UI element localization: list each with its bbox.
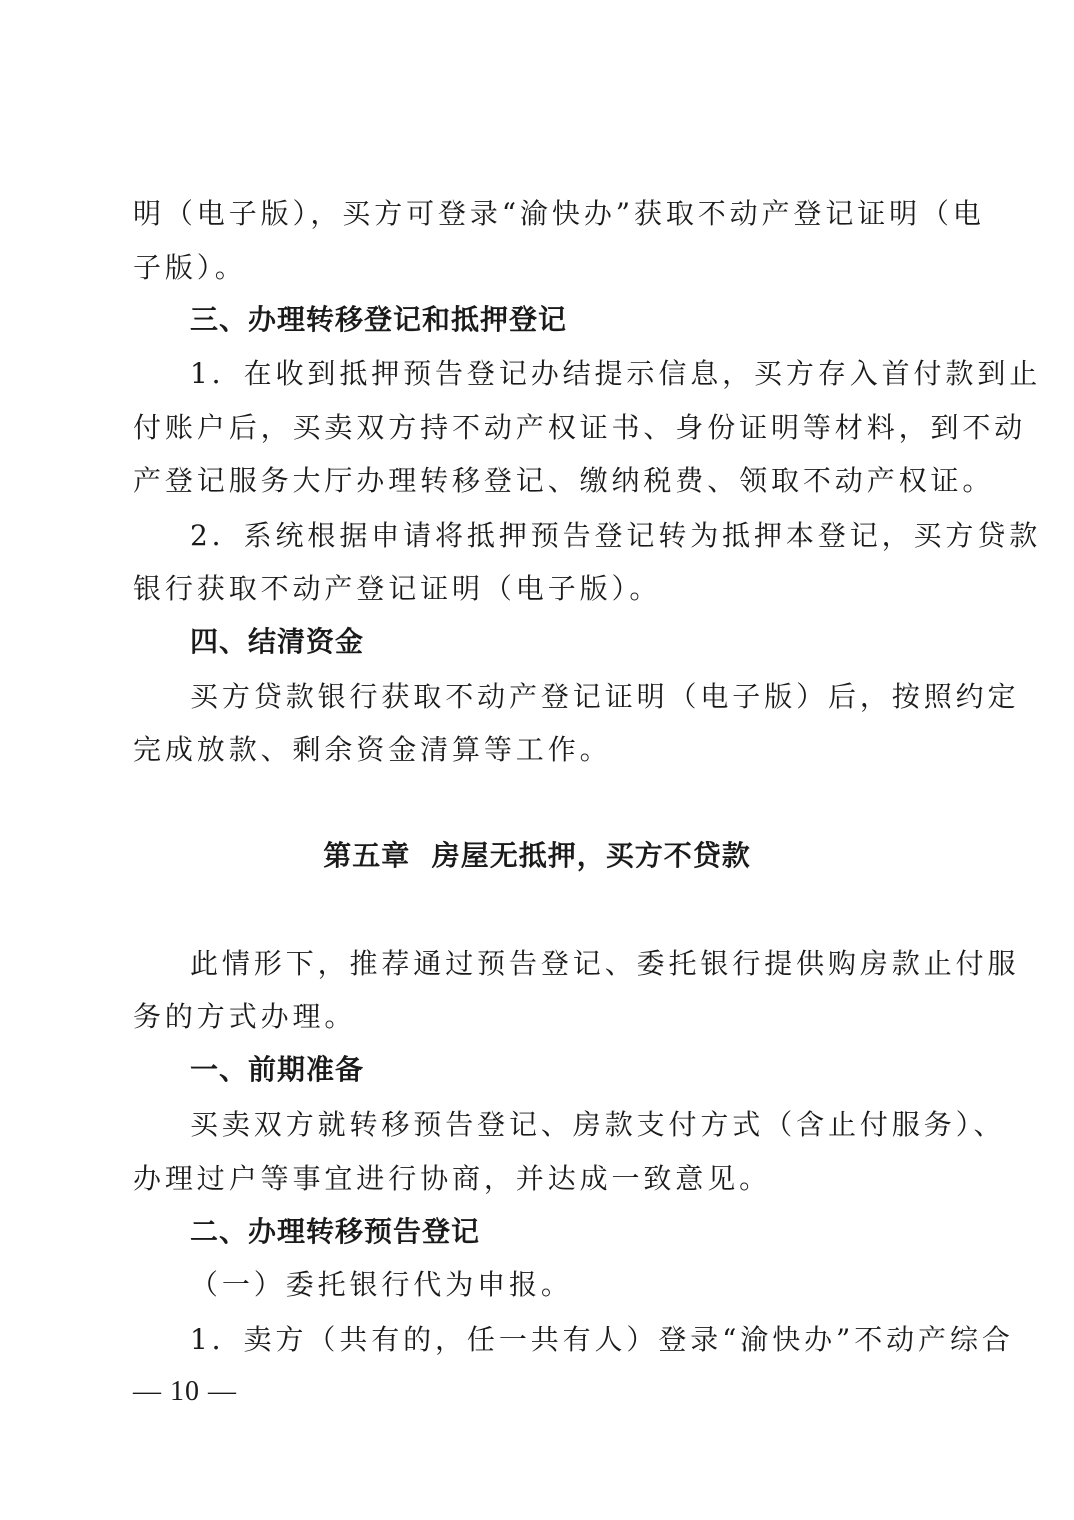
paragraph-line: 务的方式办理。 [133, 1000, 357, 1033]
paragraph-line: 此情形下，推荐通过预告登记、委托银行提供购房款止付服 [190, 947, 1020, 980]
section-heading: 二、办理转移预告登记 [190, 1215, 481, 1248]
paragraph-line: 付账户后，买卖双方持不动产权证书、身份证明等材料，到不动 [133, 411, 1027, 444]
section-heading: 一、前期准备 [190, 1053, 365, 1086]
paragraph-line: 办理过户等事宜进行协商，并达成一致意见。 [133, 1162, 772, 1195]
paragraph-line: 银行获取不动产登记证明（电子版）。 [133, 572, 662, 605]
paragraph-line: 完成放款、剩余资金清算等工作。 [133, 733, 612, 766]
subsection-line: （一）委托银行代为申报。 [190, 1268, 573, 1301]
paragraph-line: 1．在收到抵押预告登记办结提示信息，买方存入首付款到止 [190, 357, 1042, 390]
paragraph-line: 1．卖方（共有的，任一共有人）登录“渝快办”不动产综合 [190, 1323, 1014, 1356]
page-number: — 10 — [133, 1376, 237, 1407]
paragraph-line: 产登记服务大厅办理转移登记、缴纳税费、领取不动产权证。 [133, 464, 995, 497]
paragraph-line: 买方贷款银行获取不动产登记证明（电子版）后，按照约定 [190, 680, 1020, 713]
chapter-title: 第五章 房屋无抵押，买方不贷款 [323, 839, 751, 872]
paragraph-line: 买卖双方就转移预告登记、房款支付方式（含止付服务）、 [190, 1108, 1006, 1141]
paragraph-line: 2．系统根据申请将抵押预告登记转为抵押本登记，买方贷款 [190, 519, 1042, 552]
paragraph-line: 子版）。 [133, 251, 247, 284]
section-heading: 三、办理转移登记和抵押登记 [190, 303, 568, 336]
section-heading: 四、结清资金 [190, 625, 365, 658]
paragraph-line: 明（电子版），买方可登录“渝快办”获取不动产登记证明（电 [133, 197, 985, 230]
